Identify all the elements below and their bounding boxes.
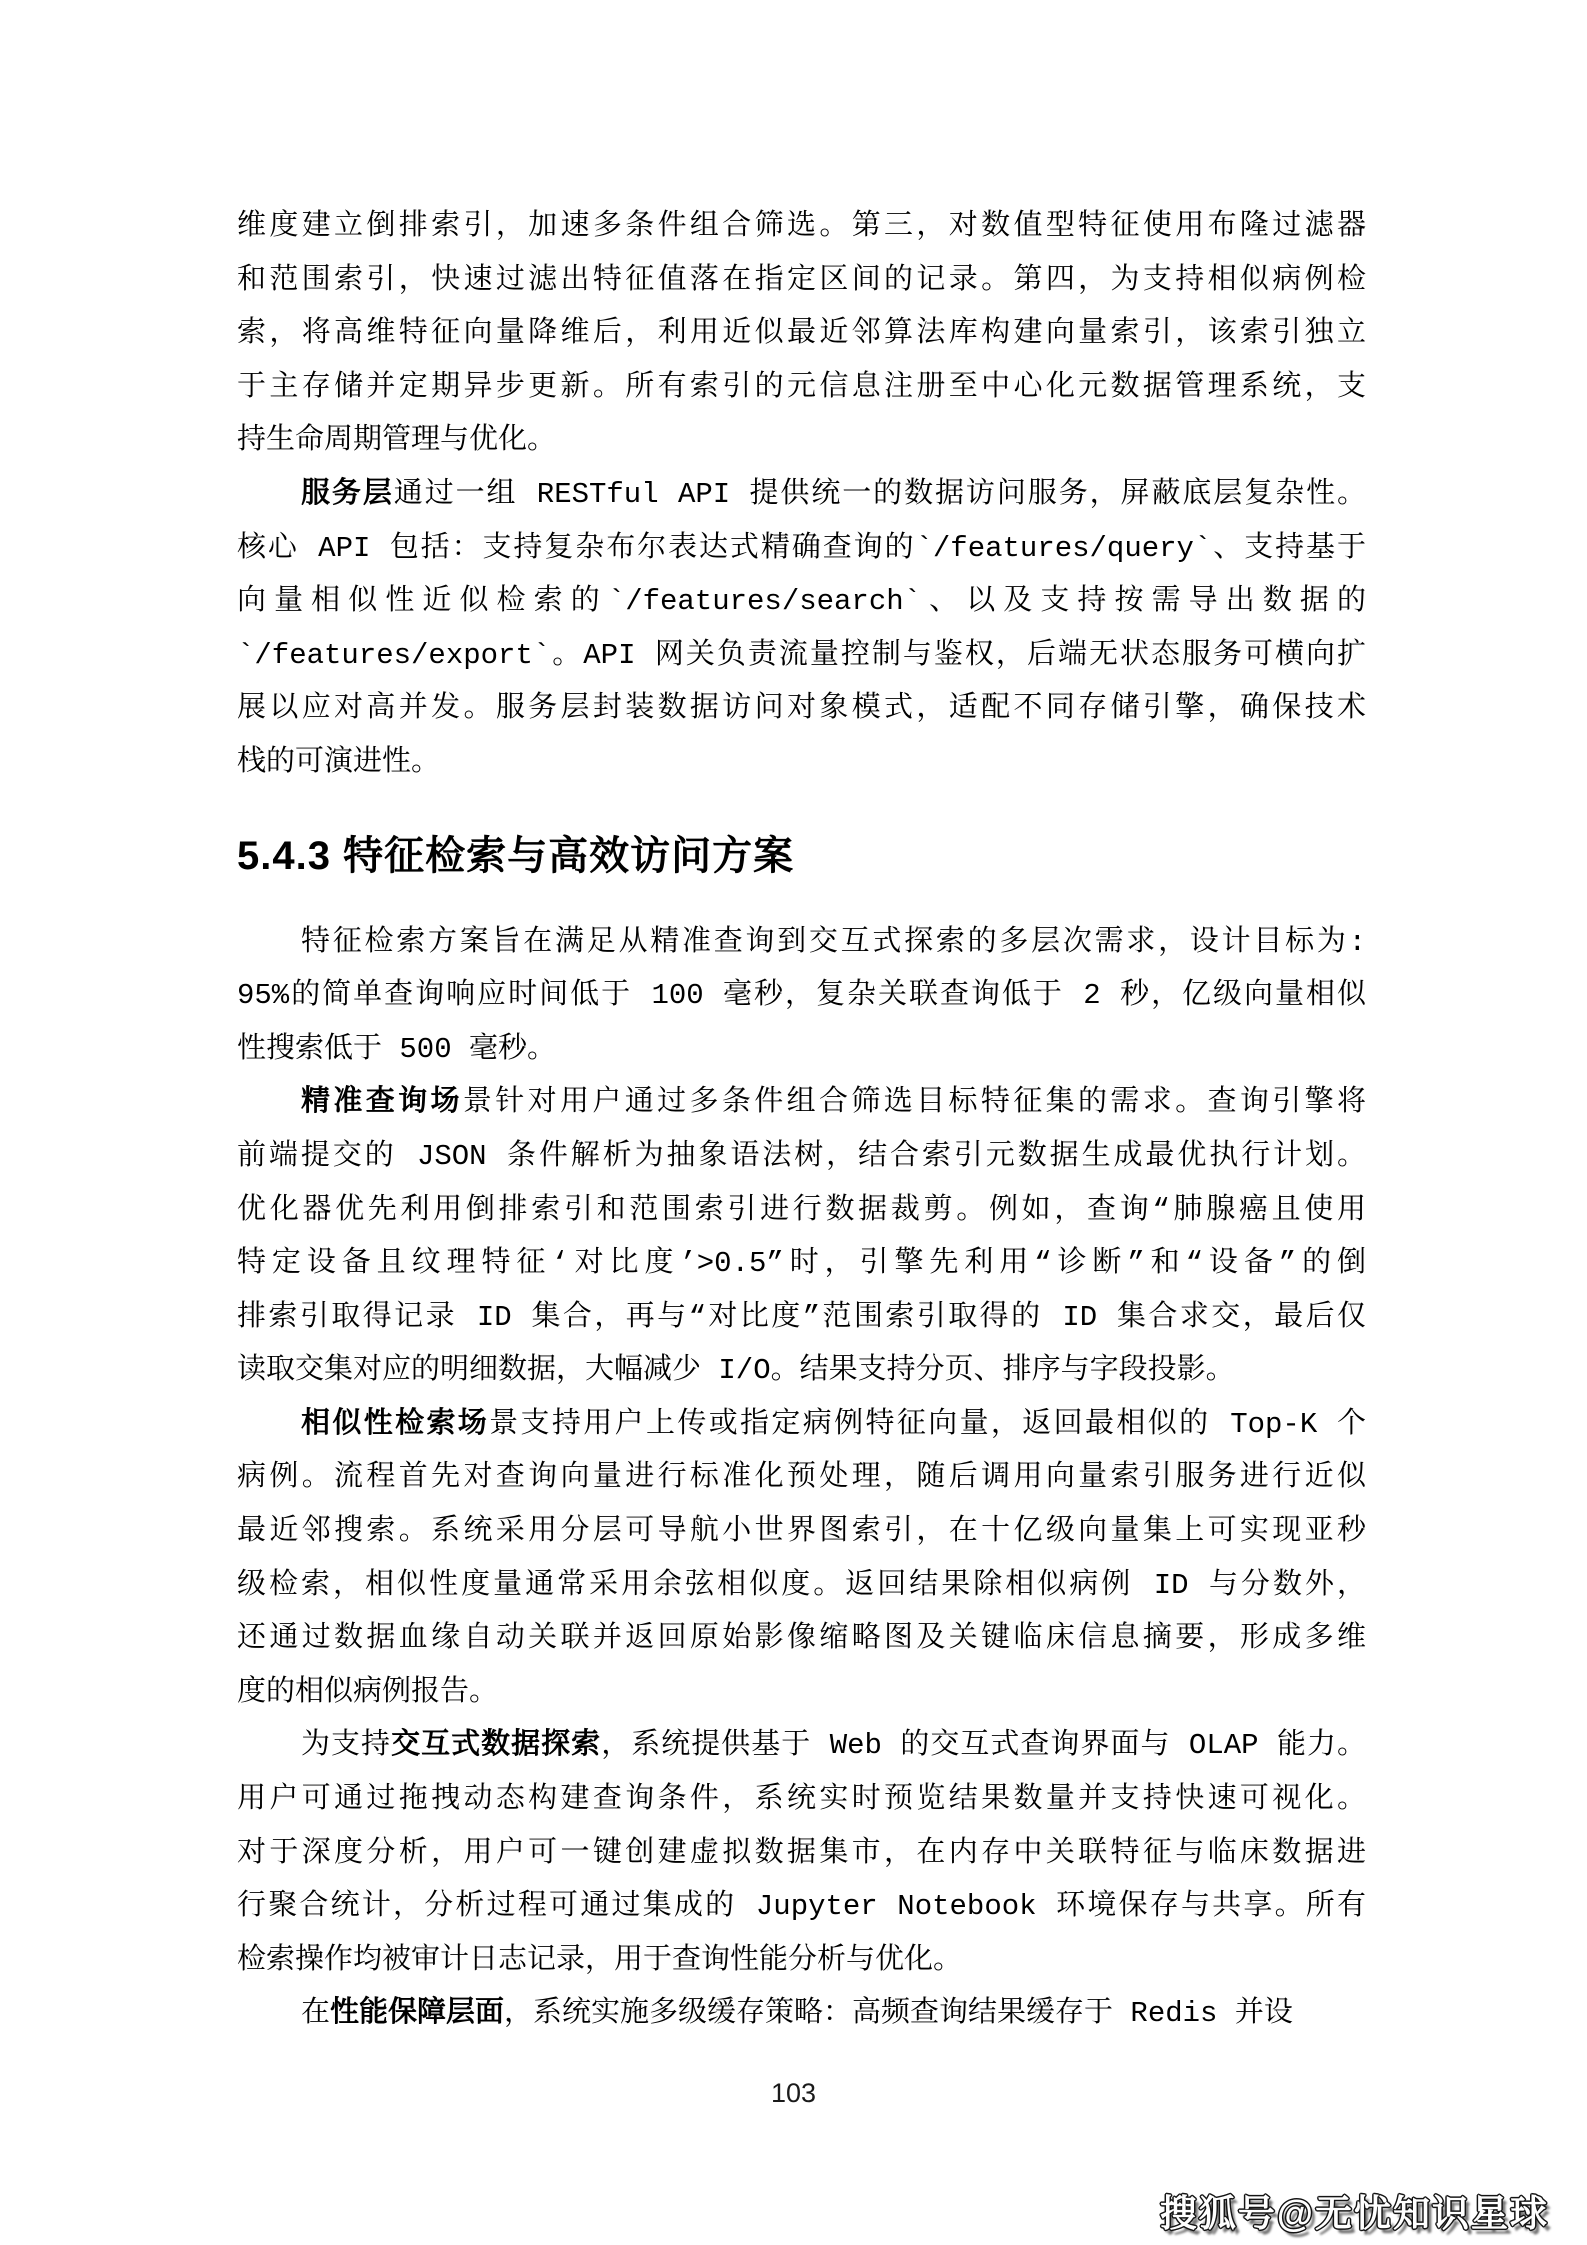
text-line [237,1344,1366,1398]
text-run: 特征检索方案旨在满足从精准查询到交互式探索的多层次需求，设计目标为: [301,925,1366,959]
text-line [237,1827,1366,1881]
para-retrieval-goals [237,916,1366,1077]
text-line [237,629,1366,683]
text-run: 读取交集对应的明细数据，大幅减少 I/O。结果支持分页、排序与字段投影。 [237,1354,1235,1388]
text-run: 检索操作均被审计日志记录，用于查询性能分析与优化。 [237,1943,963,1977]
text-run: 排索引取得记录 ID 集合，再与“对比度”范围索引取得的 ID 集合求交，最后仅 [237,1300,1366,1334]
text-line [237,1719,1366,1773]
text-line [237,1880,1366,1934]
text-line [237,1612,1366,1666]
text-line [237,1559,1366,1613]
text-line [237,361,1366,415]
para-precise-query [237,1076,1366,1398]
text-line [237,575,1366,629]
text-run: 于主存储并定期异步更新。所有索引的元信息注册至中心化元数据管理系统，支 [237,370,1366,404]
text-run: 栈的可演进性。 [237,745,441,779]
page-number: 103 [770,2078,817,2108]
text-run: 景针对用户通过多条件组合筛选目标特征集的需求。查询引擎将 [462,1086,1366,1120]
text-run: 通过一组 RESTful API 提供统一的数据访问服务，屏蔽底层复杂性。 [393,477,1366,511]
page-content [237,200,1366,2041]
para-service-layer [237,468,1366,790]
text-run: 对于深度分析，用户可一键创建虚拟数据集市，在内存中关联特征与临床数据进 [237,1836,1366,1870]
text-run: 持生命周期管理与优化。 [237,424,557,458]
text-run: ，系统实施多级缓存策略：高频查询结果缓存于 Redis 并设 [504,1997,1293,2031]
text-line [237,1773,1366,1827]
text-run: 在 [301,1997,331,2031]
text-run: 索，将高维特征向量降维后，利用近似最近邻算法库构建向量索引，该索引独立 [237,317,1366,351]
text-run: 前端提交的 JSON 条件解析为抽象语法树，结合索引元数据生成最优执行计划。 [237,1139,1366,1173]
text-run: 特定设备且纹理特征‘对比度’>0.5”时，引擎先利用“诊断”和“设备”的倒 [237,1247,1366,1281]
text-run: 为支持 [301,1729,392,1763]
text-line [237,522,1366,576]
para-performance [237,1987,1366,2041]
text-run: 病例。流程首先对查询向量进行标准化预处理，随后调用向量索引服务进行近似 [237,1461,1366,1495]
para-similarity-search [237,1398,1366,1720]
text-run: 行聚合统计，分析过程可通过集成的 Jupyter Notebook 环境保存与共享。所有 [237,1890,1366,1924]
text-run: 性搜索低于 500 毫秒。 [237,1032,557,1066]
text-line [237,1023,1366,1077]
bold-text-run: 性能保障层面 [330,1997,505,2031]
bold-text-run: 交互式数据探索 [391,1729,602,1763]
text-run: 和范围索引，快速过滤出特征值落在指定区间的记录。第四，为支持相似病例检 [237,263,1366,297]
text-run: 维度建立倒排索引，加速多条件组合筛选。第三，对数值型特征使用布隆过滤器 [237,210,1366,243]
bold-text-run: 精准查询场 [301,1086,463,1120]
text-run: 核心 API 包括：支持复杂布尔表达式精确查询的`/features/query`、支持基于 [237,531,1366,565]
text-run: 向量相似性近似检索的`/features/search`、以及支持按需导出数据的 [237,585,1366,619]
text-run: 度的相似病例报告。 [237,1675,499,1709]
para-interactive-exploration [237,1719,1366,1987]
text-line [237,1076,1366,1130]
text-run: 还通过数据血缘自动关联并返回原始影像缩略图及关键临床信息摘要，形成多维 [237,1622,1366,1656]
text-line [237,1987,1366,2041]
text-run: 95%的简单查询响应时间低于 100 毫秒，复杂关联查询低于 2 秒，亿级向量相似 [237,979,1366,1013]
text-line [237,254,1366,308]
text-run: ，系统提供基于 Web 的交互式查询界面与 OLAP 能力。 [601,1729,1366,1763]
text-line [237,414,1366,468]
text-run: 用户可通过拖拽动态构建查询条件，系统实时预览结果数量并支持快速可视化。 [237,1783,1366,1817]
text-run: 景支持用户上传或指定病例特征向量，返回最相似的 Top-K 个 [489,1407,1366,1441]
watermark: 搜狐号@无忧知识星球 [1159,2193,1549,2234]
text-line [237,1237,1366,1291]
text-line [237,1130,1366,1184]
para-index-continuation [237,200,1366,468]
text-run: 优化器优先利用倒排索引和范围索引进行数据裁剪。例如，查询“肺腺癌且使用 [237,1193,1366,1227]
text-run: 级检索，相似性度量通常采用余弦相似度。返回结果除相似病例 ID 与分数外， [237,1568,1366,1602]
text-line [237,736,1366,790]
text-run: 最近邻搜索。系统采用分层可导航小世界图索引，在十亿级向量集上可实现亚秒 [237,1515,1366,1549]
bold-text-run: 服务层 [301,477,394,511]
text-line [237,1666,1366,1720]
text-run: 展以应对高并发。服务层封装数据访问对象模式，适配不同存储引擎，确保技术 [237,692,1366,726]
text-line [237,468,1366,522]
text-line [237,969,1366,1023]
text-line [237,1291,1366,1345]
text-line [237,1184,1366,1238]
text-line [237,682,1366,736]
text-line [237,1934,1366,1988]
text-line [237,200,1366,254]
text-line [237,916,1366,970]
text-line [237,1398,1366,1452]
text-line [237,307,1366,361]
bold-text-run: 相似性检索场 [301,1407,490,1441]
text-line [237,1451,1366,1505]
text-line [237,1505,1366,1559]
section-heading: 5.4.3 特征检索与高效访问方案 [237,833,795,878]
text-run: `/features/export`。API 网关负责流量控制与鉴权，后端无状态服务可横向扩 [237,638,1366,672]
